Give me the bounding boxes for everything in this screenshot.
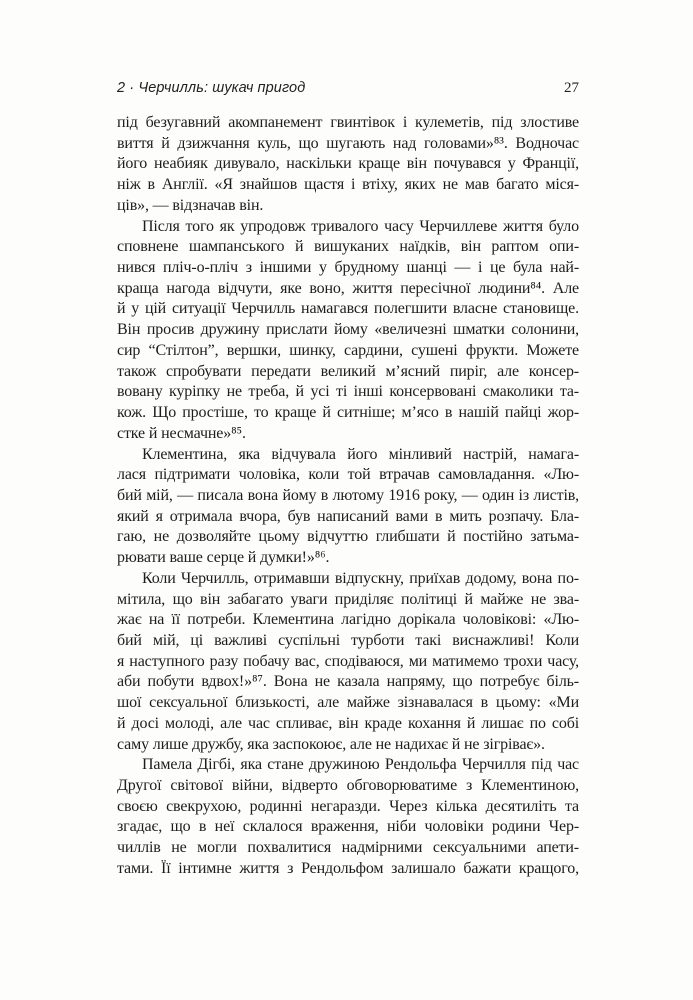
text-line: тами. Її інтимне життя з Рендольфом залишало бажати кращого, bbox=[117, 859, 579, 877]
text-line: Після того як упродовж тривалого часу Черчиллеве життя було bbox=[142, 217, 579, 235]
page-number: 27 bbox=[564, 80, 579, 96]
text-line: Памела Дігбі, яка стане дружиною Рендольфа Черчилля під час bbox=[142, 756, 579, 774]
text-line: я наступного разу побачу вас, сподіваюся, ми матимемо трохи часу, bbox=[117, 652, 579, 670]
text-line: Клементина, яка відчувала його мінливий настрій, намага- bbox=[142, 445, 579, 463]
text-line: своєю свекрухою, родинні негаразди. Через кілька десятиліть та bbox=[117, 797, 579, 815]
paragraph-4 bbox=[117, 569, 579, 755]
paragraph-2 bbox=[117, 217, 579, 445]
text-line: Він просив дружину прислати йому «величезні шматки солонини, bbox=[117, 321, 579, 339]
text-line: шої сексуальної близькості, але майже зізнавалася в цьому: «Ми bbox=[117, 694, 579, 712]
text-line: згадає, що в неї склалося враження, ніби чоловіки родини Чер- bbox=[117, 818, 579, 836]
text-line: жає на її потреби. Клементина лагідно дорікала чоловікові: «Лю- bbox=[117, 611, 579, 629]
text-line: також спробувати передати великий м’ясний пиріг, але консер- bbox=[117, 362, 579, 380]
text-line: саму лише дружбу, яка заспокоює, але не надихає й не зігріває». bbox=[117, 735, 545, 753]
text-line: сир “Стілтон”, вершки, шинку, сардини, сушені фрукти. Можете bbox=[117, 341, 579, 359]
text-line: й у цій ситуації Черчилль намагався полегшити власне становище. bbox=[117, 300, 579, 318]
text-line: й досі молоді, але час спливає, він краде кохання й лишає по собі bbox=[117, 714, 579, 732]
text-line: лася підтримати чоловіка, коли той втрачав самовладання. «Лю- bbox=[117, 466, 579, 484]
body-text bbox=[117, 113, 579, 880]
text-line: гаю, не дозволяйте цьому відчуттю глибшати й постійно затьма- bbox=[117, 528, 579, 546]
text-line: рювати ваше серце й думки!»⁸⁶. bbox=[117, 549, 330, 567]
text-line: стке й несмачне»⁸⁵. bbox=[117, 424, 246, 442]
text-line: вовану куріпку не треба, й усі ті інші консервовані смаколики та- bbox=[117, 383, 579, 401]
text-line: краща нагода відчути, яке воно, життя пересічної людини⁸⁴. Але bbox=[117, 279, 579, 297]
text-line: Коли Черчилль, отримавши відпускну, приїхав додому, вона по- bbox=[142, 569, 579, 587]
text-line: під безугавний акомпанемент гвинтівок і кулеметів, під злостиве bbox=[117, 114, 579, 131]
text-line: ніж в Англії. «Я знайшов щастя і втіху, яких не мав багато міся- bbox=[117, 176, 579, 194]
text-line: ців», — відзначав він. bbox=[117, 196, 264, 214]
text-line: його неабияк дивувало, наскільки краще він почувався у Франції, bbox=[117, 155, 579, 173]
paragraph-1 bbox=[117, 113, 579, 217]
text-line: бий мій, ці важливі суспільні турботи такі виснажливі! Коли bbox=[117, 631, 579, 649]
paragraph-5 bbox=[117, 755, 579, 879]
text-line: мітила, що він забагато уваги приділяє політиці й майже не зва- bbox=[117, 590, 579, 608]
text-line: який я отримала вчора, був написаний вами в мить розпачу. Бла- bbox=[117, 507, 579, 525]
text-line: бий мій, — писала вона йому в лютому 1916 року, — один із листів, bbox=[117, 486, 579, 504]
text-line: аби побути вдвох!»⁸⁷. Вона не казала напряму, що потребує біль- bbox=[117, 673, 579, 691]
text-line: кож. Що простіше, то краще й ситніше; м’ясо в нашій пайці жор- bbox=[117, 404, 579, 422]
running-title: 2 · Черчилль: шукач пригод bbox=[117, 80, 306, 96]
text-line: чиллів не могли похвалитися надмірними сексуальними апети- bbox=[117, 839, 579, 857]
text-line: виття й дзижчання куль, що шугають над головами»⁸³. Водночас bbox=[117, 134, 579, 152]
text-line: нився пліч-о-пліч з іншими у брудному шанці — і це була най- bbox=[117, 259, 579, 277]
text-line: Другої світової війни, відверто обговорюватиме з Клементиною, bbox=[117, 777, 579, 794]
paragraph-3 bbox=[117, 445, 579, 569]
text-line: сповнене шампанського й вишуканих наїдків, він раптом опи- bbox=[117, 238, 579, 256]
running-header bbox=[117, 80, 579, 97]
